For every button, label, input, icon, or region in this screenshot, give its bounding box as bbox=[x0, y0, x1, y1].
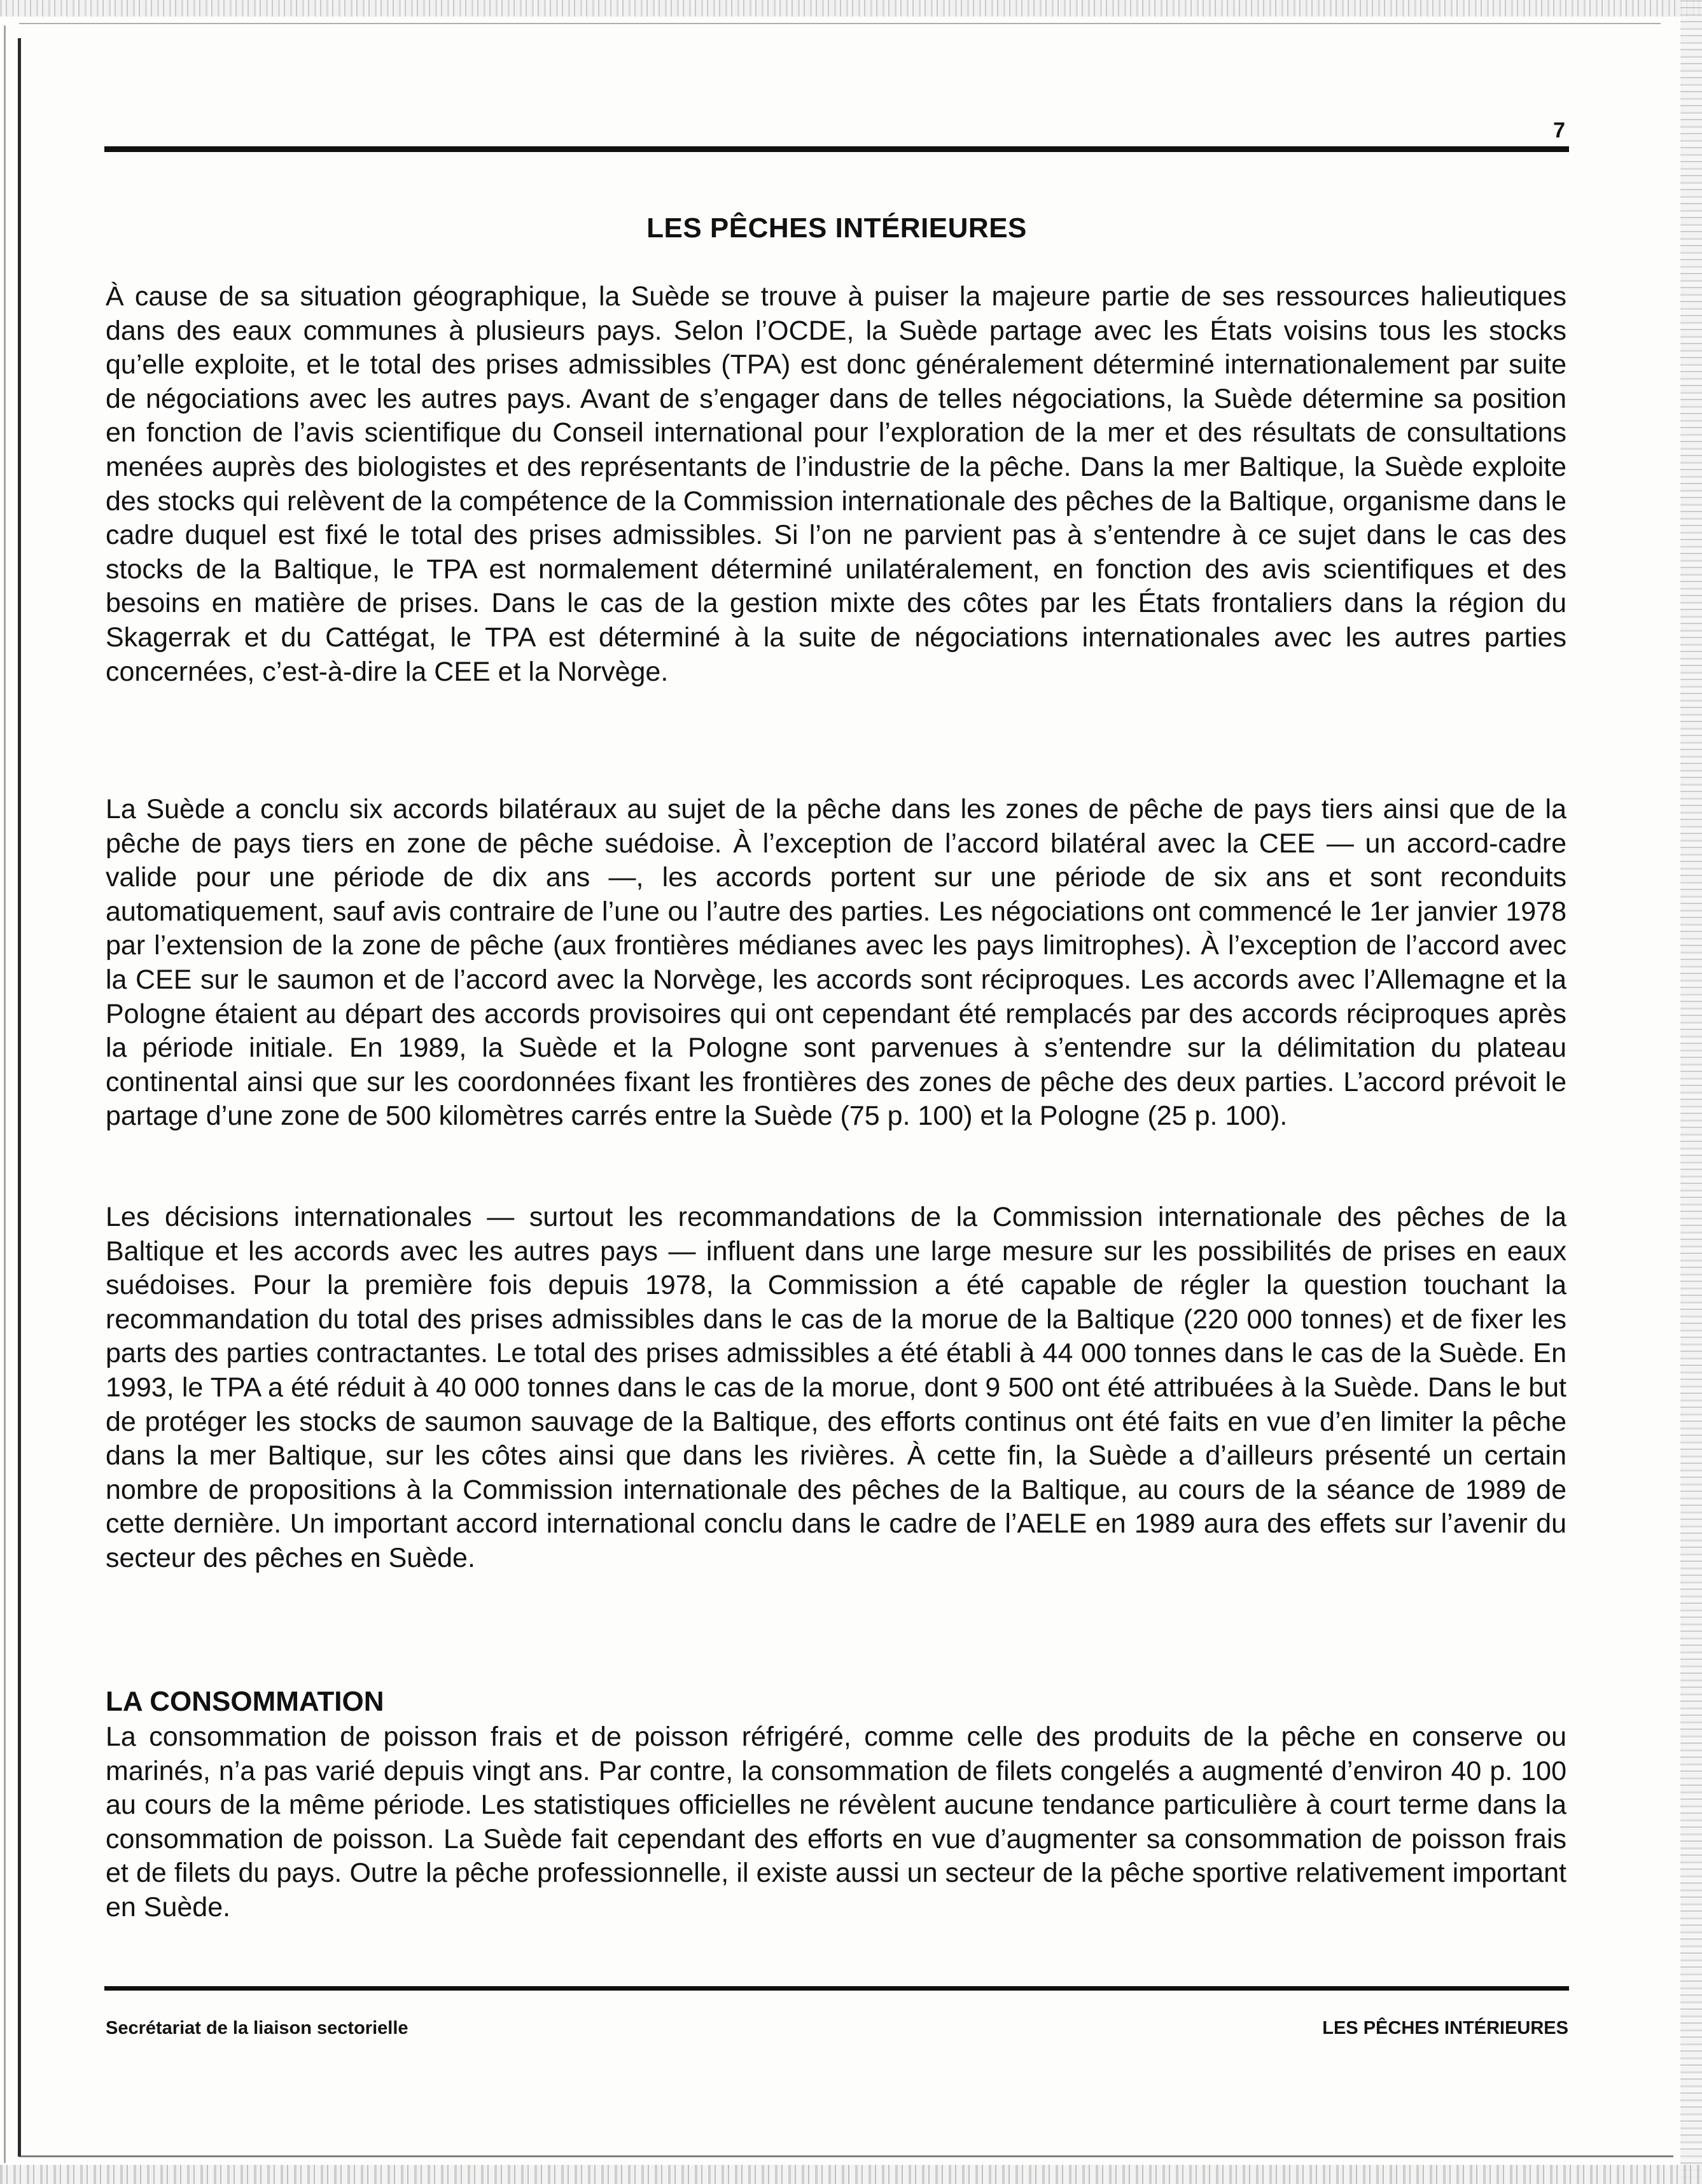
paragraph-1: À cause de sa situation géographique, la Suède se trouve à puiser la majeure partie de ses ressources halieutiques dans des eaux communes à plusieurs pays. Selon l’OCDE, la Suède partage avec les États voisins tous les stocks qu’elle exploite, et le total des prises admissibles (TPA) est donc généralement déterminé internationalement par suite de négociations avec les autres pays. Avant de s’engager dans de telles négociations, la Suède détermine sa position en fonction de l’avis scientifique du Conseil international pour l’exploration de la mer et des résultats de consultations menées auprès des biologistes et des représentants de l’industrie de la pêche. Dans la mer Baltique, la Suède exploite des stocks qui relèvent de la compétence de la Commission internationale des pêches de la Baltique, organisme dans le cadre duquel est fixé le total des prises admissibles. Si l’on ne parvient pas à s’entendre à ce sujet dans le cas des stocks de la Baltique, le TPA est normalement déterminé unilatéralement, en fonction des avis scientifiques et des besoins en matière de prises. Dans le cas de la gestion mixte des côtes par les États frontaliers dans la région du Skagerrak et du Cattégat, le TPA est déterminé à la suite de négociations internationales avec les autres parties concernées, c’est-à-dire la CEE et la Norvège. bbox=[106, 281, 1566, 687]
paragraph-2: La Suède a conclu six accords bilatéraux au sujet de la pêche dans les zones de pêche de pays tiers ainsi que de la pêche de pays tiers en zone de pêche suédoise. À l’exception de l’accord bilatéral avec la CEE — un accord-cadre valide pour une période de dix ans —, les accords portent sur une période de six ans et sont reconduits automatiquement, sauf avis contraire de l’une ou l’autre des parties. Les négociations ont commencé le 1er janvier 1978 par l’extension de la zone de pêche (aux frontières médianes avec les pays limitrophes). À l’exception de l’accord avec la CEE sur le saumon et de l’accord avec la Norvège, les accords sont réciproques. Les accords avec l’Allemagne et la Pologne étaient au départ des accords provisoires qui ont cependant été remplacés par des accords réciproques après la période initiale. En 1989, la Suède et la Pologne sont parvenues à s’entendre sur la délimitation du plateau continental ainsi que sur les coordonnées fixant les frontières des zones de pêche des deux parties. L’accord prévoit le partage d’une zone de 500 kilomètres carrés entre la Suède (75 p. 100) et la Pologne (25 p. 100). bbox=[106, 794, 1566, 1132]
footer-rule bbox=[104, 1986, 1569, 1991]
scan-edge-left bbox=[18, 38, 21, 2157]
footer-right-text: LES PÊCHES INTÉRIEURES bbox=[1322, 2018, 1568, 2038]
section-heading: LA CONSOMMATION bbox=[106, 1686, 384, 1717]
header-rule bbox=[104, 146, 1569, 152]
footer-left-text: Secrétariat de la liaison sectorielle bbox=[106, 2018, 408, 2038]
page-number: 7 bbox=[1553, 118, 1565, 143]
scan-frame-top bbox=[19, 23, 1661, 24]
page-title: LES PÊCHES INTÉRIEURES bbox=[646, 212, 1027, 244]
paragraph-3: Les décisions internationales — surtout les recommandations de la Commission internationale des pêches de la Baltique et les accords avec les autres pays — influent dans une large mesure sur les possibilités de prises en eaux suédoises. Pour la première fois depuis 1978, la Commission a été capable de régler la question touchant la recommandation du total des prises admissibles dans le cas de la morue de la Baltique (220 000 tonnes) et de fixer les parts des parties contractantes. Le total des prises admissibles a été établi à 44 000 tonnes dans le cas de la Suède. En 1993, le TPA a été réduit à 40 000 tonnes dans le cas de la morue, dont 9 500 ont été attribuées à la Suède. Dans le but de protéger les stocks de saumon sauvage de la Baltique, des efforts continus ont été faits en vue d’en limiter la pêche dans la mer Baltique, sur les côtes ainsi que dans les rivières. À cette fin, la Suède a d’ailleurs présenté un certain nombre de propositions à la Commission internationale des pêches de la Baltique, au cours de la séance de 1989 de cette dernière. Un important accord international conclu dans le cadre de l’AELE en 1989 aura des effets sur l’avenir du secteur des pêches en Suède. bbox=[106, 1202, 1566, 1573]
scan-edge-bottom bbox=[0, 2165, 1702, 2184]
section-paragraph: La consommation de poisson frais et de poisson réfrigéré, comme celle des produits de la pêche en conserve ou marinés, n’a pas varié depuis vingt ans. Par contre, la consommation de filets congelés a augmenté d’environ 40 p. 100 au cours de la même période. Les statistiques officielles ne révèlent aucune tendance particulière à court terme dans la consommation de poisson. La Suède fait cependant des efforts en vue d’augmenter sa consommation de poisson frais et de filets du pays. Outre la pêche professionnelle, il existe aussi un secteur de la pêche sportive relativement important en Suède. bbox=[106, 1721, 1566, 1923]
scan-frame-bottom bbox=[19, 2155, 1673, 2157]
scan-edge-right bbox=[1680, 0, 1702, 2184]
scan-edge-top bbox=[0, 0, 1702, 17]
scan-edge-left-outer bbox=[4, 25, 6, 2163]
